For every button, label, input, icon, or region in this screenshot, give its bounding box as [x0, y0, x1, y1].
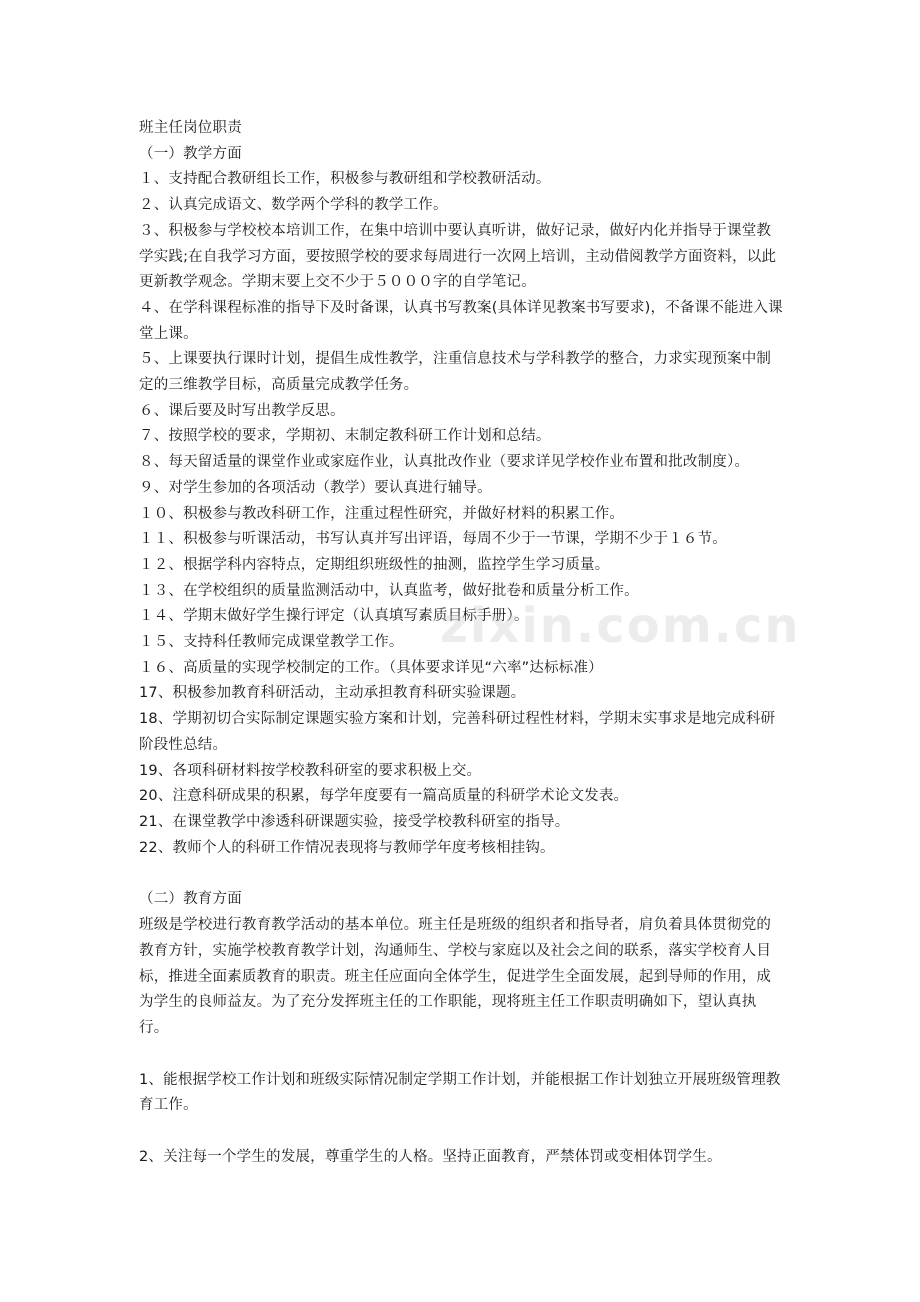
list-item: １３、在学校组织的质量监测活动中，认真监考，做好批卷和质量分析工作。 [139, 582, 639, 599]
section-heading-teaching: （一）教学方面 [139, 145, 242, 162]
watermark: zixin.com.cn [440, 598, 801, 654]
document-title: 班主任岗位职责 [139, 120, 242, 136]
section-heading-education: （二）教育方面 [139, 891, 242, 908]
list-item: 20、注意科研成果的积累，每学年度要有一篇高质量的科研学术论文发表。 [139, 788, 629, 805]
list-item: １６、高质量的实现学校制定的工作。（具体要求详见“六率”达标标准） [139, 659, 603, 676]
list-item: ５、上课要执行课时计划，提倡生成性教学，注重信息技术与学科教学的整合，力求实现预案中制定的三维教学目标，高质量完成教学任务。 [139, 351, 772, 394]
list-item: ６、课后要及时写出教学反思。 [139, 402, 345, 419]
paragraph-spacer [139, 1042, 784, 1068]
list-item: １１、积极参与听课活动，书写认真并写出评语，每周不少于一节课，学期不少于１６节。 [139, 531, 727, 548]
list-item: 18、学期初切合实际制定课题实验方案和计划，完善科研过程性材料，学期末实事求是地完成科研阶段性总结。 [139, 711, 776, 753]
list-item: 22、教师个人的科研工作情况表现将与教师学年度考核相挂钩。 [139, 839, 555, 856]
list-item: １、支持配合教研组长工作，积极参与教研组和学校教研活动。 [139, 171, 551, 188]
list-item: ７、按照学校的要求，学期初、末制定教科研工作计划和总结。 [139, 428, 551, 445]
paragraph-spacer [139, 1119, 784, 1145]
section-intro-paragraph: 班级是学校进行教育教学活动的基本单位。班主任是班级的组织者和指导者，肩负着具体贯彻党的教育方针，实施学校教育教学计划，沟通师生、学校与家庭以及社会之间的联系，落实学校育人目标，推进全面素质教育的职责。班主任应面向全体学生，促进学生全面发展，起到导师的作用，成为学生的良师益友。为了充分发挥班主任的工作职能，现将班主任工作职责明确如下，望认真执行。 [139, 917, 772, 1036]
list-item: ８、每天留适量的课堂作业或家庭作业，认真批改作业（要求详见学校作业布置和批改制度）。 [139, 454, 750, 471]
list-item: 19、各项科研材料按学校教科研室的要求积极上交。 [139, 762, 482, 779]
list-item: 17、积极参加教育科研活动，主动承担教育科研实验课题。 [139, 685, 526, 702]
list-item: ２、认真完成语文、数学两个学科的教学工作。 [139, 197, 448, 214]
list-item: １２、根据学科内容特点，定期组织班级性的抽测，监控学生学习质量。 [139, 556, 610, 573]
list-item: １５、支持科任教师完成课堂教学工作。 [139, 634, 404, 651]
list-item: 21、在课堂教学中渗透科研课题实验，接受学校教科研室的指导。 [139, 813, 570, 830]
list-item: 1、能根据学校工作计划和班级实际情况制定学期工作计划，并能根据工作计划独立开展班级管理教育工作。 [139, 1071, 781, 1114]
list-item: ３、积极参与学校校本培训工作，在集中培训中要认真听讲，做好记录，做好内化并指导于课堂教学实践;在自我学习方面，要按照学校的要求每周进行一次网上培训，主动借阅教学方面资料，以此更新教学观念。学期末要上交不少于５０００字的自学笔记。 [139, 222, 777, 291]
list-item: 2、关注每一个学生的发展，尊重学生的人格。坚持正面教育，严禁体罚或变相体罚学生。 [139, 1149, 722, 1166]
paragraph-spacer [139, 861, 784, 887]
list-item: ４、在学科课程标准的指导下及时备课，认真书写教案(具体详见教案书写要求)，不备课不能进入课堂上课。 [139, 299, 783, 342]
document-body [139, 116, 784, 1171]
list-item: １４、学期末做好学生操行评定（认真填写素质目标手册）。 [139, 608, 529, 625]
list-item: １０、积极参与教改科研工作，注重过程性研究，并做好材料的积累工作。 [139, 505, 625, 522]
list-item: ９、对学生参加的各项活动（教学）要认真进行辅导。 [139, 479, 492, 496]
